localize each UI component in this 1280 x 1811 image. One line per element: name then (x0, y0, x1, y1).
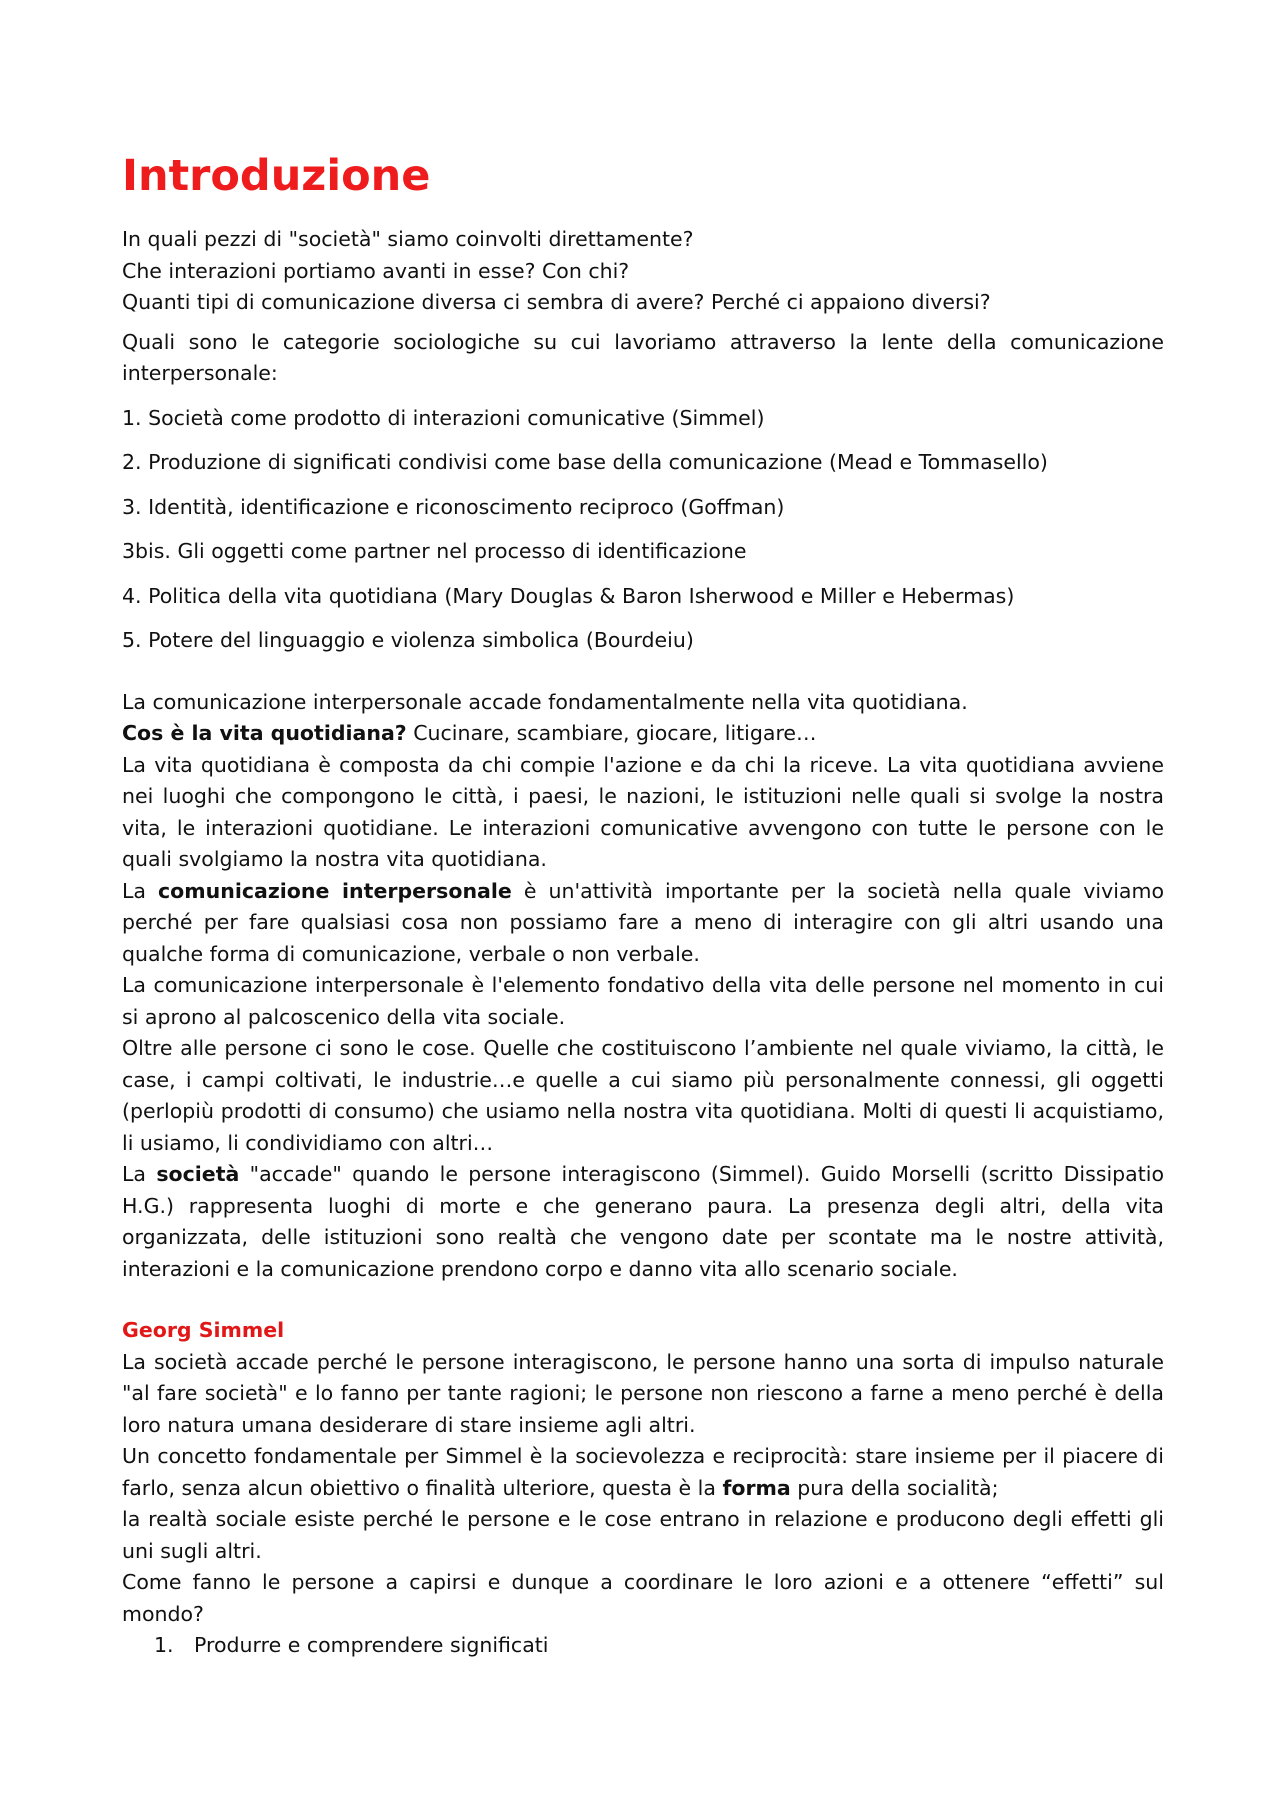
list-item-text: Produrre e comprendere significati (194, 1633, 549, 1657)
text-run: Un concetto fondamentale per Simmel è la socievolezza e reciprocità: stare insieme per il piacere di farlo, senza alcun obiettivo o finalità ulteriore, questa è la (122, 1444, 1164, 1500)
body-paragraph (122, 718, 1164, 750)
numbered-list (122, 1630, 1164, 1662)
category-item: 5. Potere del linguaggio e violenza simbolica (Bourdeiu) (122, 628, 694, 652)
text-run: La (122, 878, 159, 903)
categories-intro: Quali sono le categorie sociologiche su cui lavoriamo attraverso la lente della comunicazione interpersonale: (122, 329, 1164, 385)
body-paragraph (122, 1159, 1164, 1285)
category-item: 1. Società come prodotto di interazioni comunicative (Simmel) (122, 405, 765, 430)
category-item: 3bis. Gli oggetti come partner nel processo di identificazione (122, 539, 747, 563)
body-paragraph: Oltre alle persone ci sono le cose. Quelle che costituiscono l’ambiente nel quale viviamo, la città, le case, i campi coltivati, le industrie…e quelle a cui siamo più personalmente connessi, gli oggetti (perlopiù prodotti di consumo) che usiamo nella nostra vita quotidiana. Molti di questi li acquistiamo, li usiamo, li condividiamo con altri… (122, 1036, 1164, 1155)
question-line: Quanti tipi di comunicazione diversa ci sembra di avere? Perché ci appaiono diversi? (122, 290, 991, 314)
question-line: In quali pezzi di "società" siamo coinvolti direttamente? (122, 227, 694, 251)
question-line: Che interazioni portiamo avanti in esse? Con chi? (122, 258, 630, 283)
body-paragraph (122, 876, 1164, 971)
body-paragraph (122, 1441, 1164, 1504)
body-paragraph: La comunicazione interpersonale accade fondamentalmente nella vita quotidiana. (122, 689, 968, 714)
text-run: pura della socialità; (790, 1475, 999, 1500)
body-paragraph: La comunicazione interpersonale è l'elemento fondativo della vita delle persone nel momento in cui si aprono al palcoscenico della vita sociale. (122, 973, 1164, 1029)
text-run: "accade" quando le persone interagiscono (Simmel). Guido Morselli (scritto Dissipatio H.G.) rappresenta luoghi di morte e che generano paura. La presenza degli altri, della vita organizzata, delle istituzioni sono realtà che vengono date per scontate ma le nostre attività, interazioni e la comunicazione prendono corpo e danno vita allo scenario sociale. (122, 1162, 1164, 1281)
text-run: è un'attività importante per la società nella quale viviamo perché per fare qualsiasi cosa non possiamo fare a meno di interagire con gli altri usando una qualche forma di comunicazione, verbale o non verbale. (122, 878, 1164, 966)
text-run: Cucinare, scambiare, giocare, litigare… (406, 721, 817, 745)
body-paragraph: La vita quotidiana è composta da chi compie l'azione e da chi la riceve. La vita quotidiana avviene nei luoghi che compongono le città, i paesi, le nazioni, le istituzioni nelle quali si svolge la nostra vita, le interazioni quotidiane. Le interazioni comunicative avvengono con tutte le persone con le quali svolgiamo la nostra vita quotidiana. (122, 752, 1164, 871)
category-item: 4. Politica della vita quotidiana (Mary Douglas & Baron Isherwood e Miller e Hebermas) (122, 583, 1015, 608)
section-heading: Georg Simmel (122, 1318, 285, 1342)
category-item: 3. Identità, identificazione e riconoscimento reciproco (Goffman) (122, 494, 785, 519)
bold-phrase: Cos è la vita quotidiana? (122, 721, 407, 745)
category-item: 2. Produzione di significati condivisi come base della comunicazione (Mead e Tommasello) (122, 450, 1048, 474)
body-paragraph: la realtà sociale esiste perché le persone e le cose entrano in relazione e producono degli effetti gli uni sugli altri. (122, 1507, 1164, 1563)
text-run: La (122, 1162, 157, 1186)
bold-phrase: forma (722, 1475, 791, 1500)
body-paragraph: Come fanno le persone a capirsi e dunque a coordinare le loro azioni e a ottenere “effetti” sul mondo? (122, 1570, 1164, 1626)
bold-phrase: società (156, 1162, 240, 1186)
list-item (154, 1630, 1164, 1662)
body-paragraph: La società accade perché le persone interagiscono, le persone hanno una sorta di impulso naturale "al fare società" e lo fanno per tante ragioni; le persone non riescono a farne a meno perché è della loro natura umana desiderare di stare insieme agli altri. (122, 1349, 1164, 1437)
page-title: Introduzione (122, 151, 431, 201)
bold-phrase: comunicazione interpersonale (158, 878, 512, 903)
list-number: 1. (154, 1633, 174, 1657)
